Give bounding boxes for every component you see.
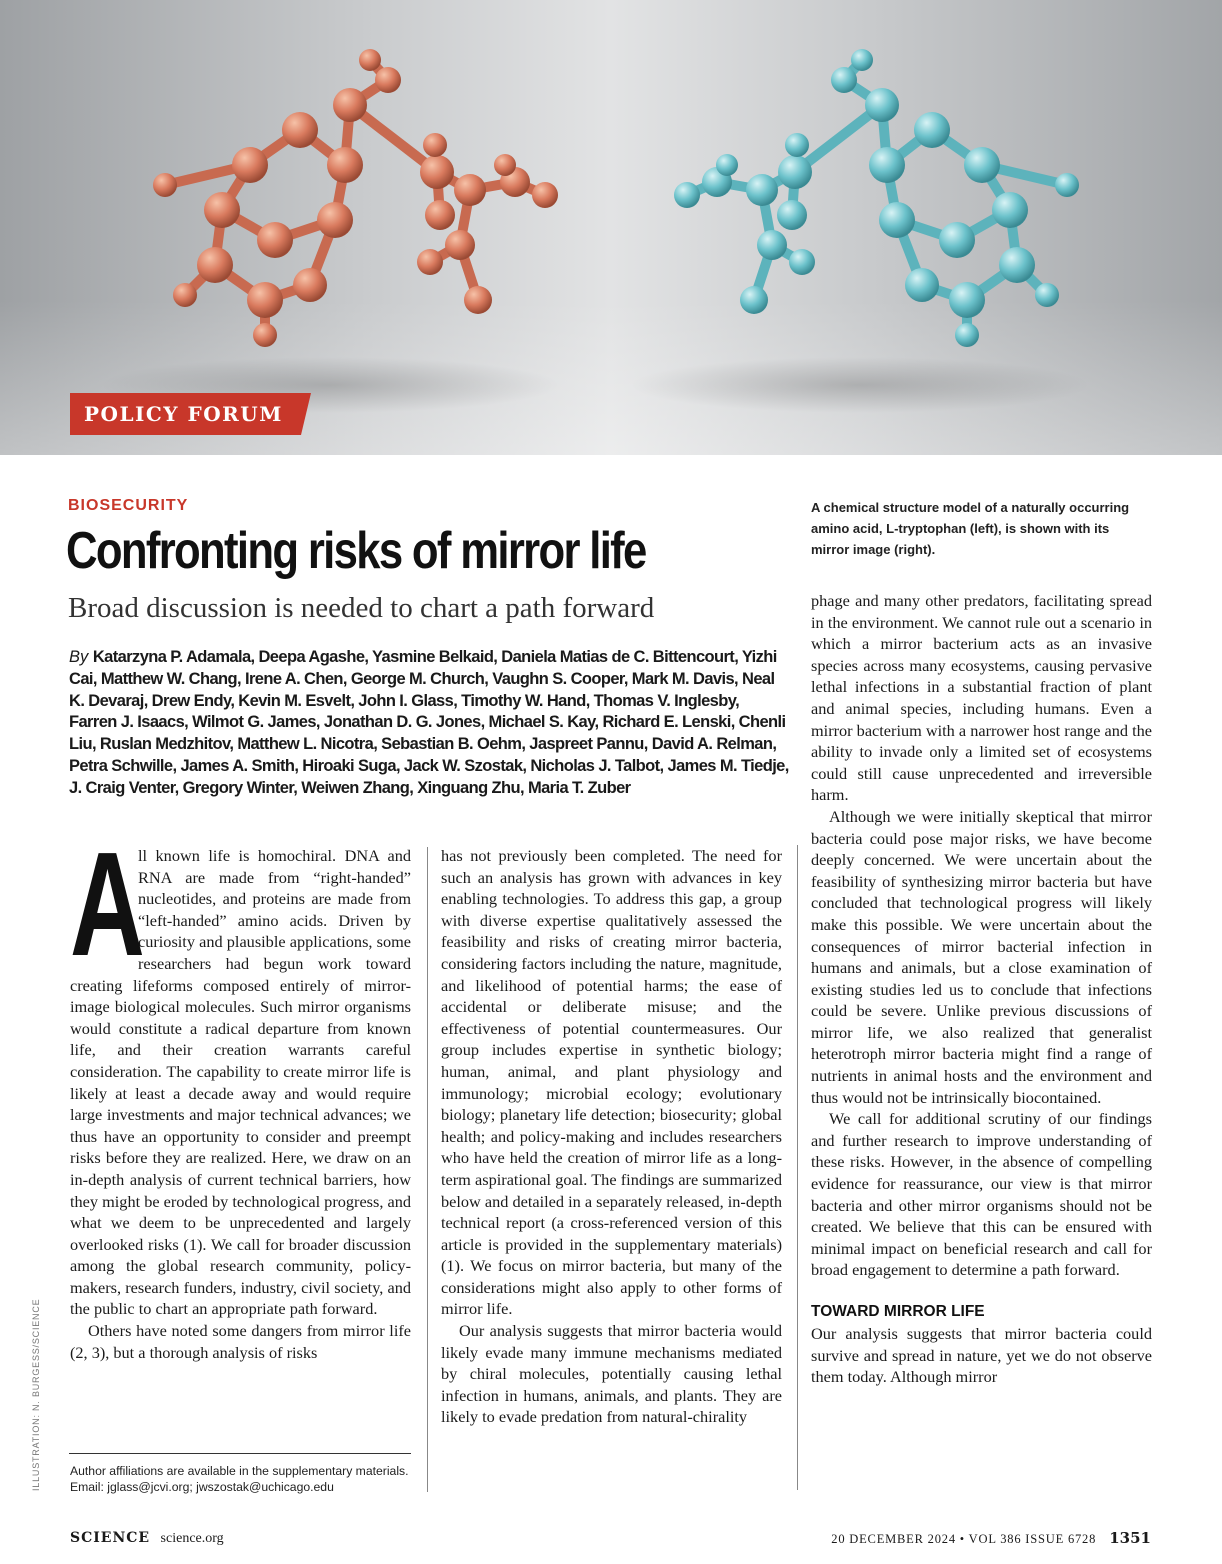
molecule-atom — [173, 283, 197, 307]
author-names: Katarzyna P. Adamala, Deepa Agashe, Yasmine Belkaid, Daniela Matias de C. Bittencourt, Yizhi Cai, Matthew W. Chang, Irene A. Chen, George M. Church, Vaughn S. Cooper, Mark M. Davis, Neal K. Devaraj, Drew Endy, Kevin M. Esvelt, John I. Glass, Timothy W. Hand, Thomas V. Inglesby, Farren J. Isaacs, Wilmot G. James, Jonathan D. G. Jones, Michael S. Kay, Richard E. Lenski, Chenli Liu, Ruslan Medzhitov, Matthew L. Nicotra, Sebastian B. Oehm, Jaspreet Pannu, David A. Relman, Petra Schwille, James A. Smith, Hiroaki Suga, Jack W. Szostak, Nicholas J. Talbot, James M. Tiedje, J. Craig Venter, Gregory Winter, Weiwen Zhang, Xinguang Zhu, Maria T. Zuber — [69, 648, 789, 797]
molecule-illustration — [0, 0, 1222, 455]
policy-forum-badge: POLICY FORUM — [70, 393, 301, 435]
molecule-atom — [865, 88, 899, 122]
issue-info: 20 DECEMBER 2024 • VOL 386 ISSUE 6728 — [831, 1532, 1097, 1546]
page-number: 1351 — [1109, 1529, 1151, 1547]
molecule-atom — [247, 282, 283, 318]
molecule-atom — [445, 230, 475, 260]
body-column-1 — [70, 822, 411, 1363]
article-title: Confronting risks of mirror life — [66, 522, 646, 580]
molecule-atom — [153, 173, 177, 197]
molecule-atom — [914, 112, 950, 148]
magazine-name: SCIENCE — [70, 1530, 151, 1546]
molecule-atom — [740, 286, 768, 314]
body-column-2 — [441, 845, 782, 1428]
molecule-atom — [999, 247, 1035, 283]
molecule-atom — [716, 154, 738, 176]
molecule-atom — [417, 249, 443, 275]
paragraph: Although we were initially skeptical that mirror bacteria could pose major risks, we have become deeply concerned. We were uncertain about the feasibility of synthesizing mirror bacteria but have concluded that technological progress will likely make this possible. We were uncertain about the consequences of mirror bacterial infection in humans and animals, but a close examination of existing studies led us to conclude that infections could be severe. Unlike previous discussions of mirror life, we also realized that generalist heterotroph mirror bacteria might find a range of nutrients in animal hosts and the environment and thus would not be intrinsically biocontained. — [811, 806, 1152, 1107]
molecule-atom — [317, 202, 353, 238]
molecule-atom — [949, 282, 985, 318]
paragraph: We call for additional scrutiny of our findings and further research to improve understanding of these risks. However, in the absence of compelling evidence for reassurance, our view is that mirror bacteria and other mirror organisms should not be created. We believe that this can be ensured with minimal impact on beneficial research and call for broad engagement to determine a path forward. — [811, 1109, 1152, 1280]
footer-left — [70, 1530, 224, 1547]
hero-illustration — [0, 0, 1222, 455]
molecule-atom — [905, 268, 939, 302]
molecule-atom — [204, 192, 240, 228]
molecule-atom — [757, 230, 787, 260]
molecule-atom — [851, 49, 873, 71]
molecule-atom — [674, 182, 700, 208]
molecule-atom — [532, 182, 558, 208]
molecule-atom — [333, 88, 367, 122]
molecule-atom — [869, 147, 905, 183]
byline-prefix: By — [69, 648, 89, 666]
molecule-atom — [879, 202, 915, 238]
molecule-atom — [375, 67, 401, 93]
molecule-atom — [1035, 283, 1059, 307]
section-heading: TOWARD MIRROR LIFE — [811, 1303, 985, 1320]
author-affiliations: Author affiliations are available in the supplementary materials. Email: jglass@jcvi.org; jwszostak@uchicago.edu — [70, 1464, 409, 1494]
body-column-3 — [811, 590, 1152, 1388]
molecule-atom — [777, 200, 807, 230]
molecule-atom — [785, 133, 809, 157]
molecule-atom — [253, 323, 277, 347]
molecule-atom — [425, 200, 455, 230]
molecule-atom — [420, 155, 454, 189]
paragraph: A ll known life is homochiral. DNA and RNA are made from “right-handed” nucleotides, and proteins are made from “left-handed” amino acids. Driven by curiosity and plausible applications, some researchers had begun work toward creating lifeforms composed entirely of mirror-image biological molecules. Such mirror organisms would constitute a radical departure from known life, and their creation warrants careful consideration. The capability to create mirror life is likely at least a decade away and would require large investments and major technical advances; we thus have an opportunity to consider and preempt risks before they are realized. Here, we draw on an in-depth analysis of current technical barriers, how they might be eroded by technological progress, and what we deem to be unprecedented and largely overlooked risks (1). We call for broader discussion among the global research community, policy-makers, research funders, industry, civil society, and the public to chart an appropriate path forward. — [70, 822, 411, 1319]
molecule-atom — [964, 147, 1000, 183]
molecule-atom — [293, 268, 327, 302]
molecule-atom — [778, 155, 812, 189]
molecule-atom — [939, 222, 975, 258]
paragraph: Our analysis suggests that mirror bacteria could survive and spread in nature, yet we do not observe them today. Although mirror — [811, 1324, 1152, 1387]
molecule-atom — [464, 286, 492, 314]
author-list — [69, 647, 789, 800]
molecule-atom — [197, 247, 233, 283]
footer-right — [831, 1528, 1151, 1547]
figure-caption: A chemical structure model of a naturally occurring amino acid, L-tryptophan (left), is shown with its mirror image (right). — [811, 500, 1130, 557]
right-shadow — [630, 357, 1090, 413]
molecule-atom — [789, 249, 815, 275]
molecule-atom — [257, 222, 293, 258]
affiliations-divider — [69, 1453, 411, 1454]
section-label: BIOSECURITY — [68, 497, 189, 514]
molecule-atom — [831, 67, 857, 93]
website: science.org — [160, 1531, 224, 1546]
paragraph: has not previously been completed. The need for such an analysis has grown with advances in key enabling technologies. To address this gap, a group with diverse expertise qualitatively assessed the feasibility and risks of creating mirror bacteria, considering factors including the nature, magnitude, and likelihood of potential harms; the ease of accidental or deliberate misuse; and the effectiveness of potential countermeasures. Our group includes expertise in synthetic biology; human, animal, and plant physiology and immunology; microbial ecology; evolutionary biology; planetary life detection; biosecurity; global health; and policy-making and includes researchers who have held the creation of mirror life as a long-term aspirational goal. The findings are summarized below and detailed in a separately released, in-depth technical report (a cross-referenced version of this article is provided in the supplementary materials) (1). We focus on mirror bacteria, but many of the considerations might also apply to other forms of mirror life. — [441, 846, 782, 1319]
paragraph: Our analysis suggests that mirror bacteria would likely evade many immune mechanisms mediated by chiral molecules, potentially causing lethal infection in humans, animals, and plants. They are likely to evade predation from natural-chirality — [441, 1321, 782, 1427]
illustration-credit: ILLUSTRATION: N. BURGESS/SCIENCE — [31, 1298, 41, 1491]
article-subtitle: Broad discussion is needed to chart a path forward — [68, 592, 655, 624]
molecule-atom — [1055, 173, 1079, 197]
paragraph: Others have noted some dangers from mirror life (2, 3), but a thorough analysis of risks — [70, 1321, 411, 1362]
molecule-atom — [232, 147, 268, 183]
molecule-atom — [327, 147, 363, 183]
molecule-atom — [359, 49, 381, 71]
molecule-atom — [746, 174, 778, 206]
molecule-atom — [955, 323, 979, 347]
molecule-atom — [423, 133, 447, 157]
paragraph: phage and many other predators, facilitating spread in the environment. We cannot rule out a scenario in which a mirror bacterium acts as an invasive species across many ecosystems, causing pervasive lethal infections in a substantial fraction of plant and animal species, including humans. Even a mirror bacterium with a narrower host range and the ability to invade only a limited set of ecosystems could still cause unprecedented and irreversible harm. — [811, 591, 1152, 805]
molecule-atom — [992, 192, 1028, 228]
molecule-atom — [454, 174, 486, 206]
molecule-atom — [282, 112, 318, 148]
molecule-atom — [494, 154, 516, 176]
drop-cap: A — [70, 822, 143, 987]
